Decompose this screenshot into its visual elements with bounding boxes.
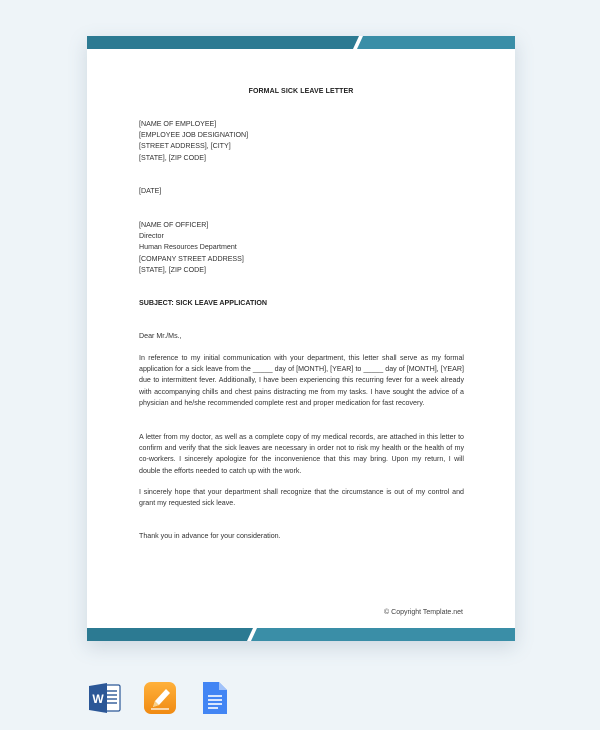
google-docs-icon[interactable]	[198, 681, 232, 715]
recipient-block	[139, 220, 464, 276]
body-paragraph-3: I sincerely hope that your department shall recognize that the circumstance is out of my control and grant my requested sick leave.	[139, 488, 464, 508]
salutation: Dear Mr./Ms.,	[139, 332, 182, 340]
letter-title: FORMAL SICK LEAVE LETTER	[248, 88, 354, 95]
copyright-text: © Copyright Template.net	[384, 609, 463, 616]
closing-line: Thank you in advance for your consideration.	[139, 532, 281, 540]
top-decorative-band	[87, 36, 515, 49]
recipient-line: [STATE], [ZIP CODE]	[139, 265, 207, 274]
date-line: [DATE]	[139, 187, 162, 195]
pages-icon[interactable]	[143, 681, 177, 715]
sender-line: [STATE], [ZIP CODE]	[139, 153, 207, 162]
recipient-line: Director	[139, 232, 164, 241]
subject-line: SUBJECT: SICK LEAVE APPLICATION	[139, 299, 267, 307]
recipient-line: [NAME OF OFFICER]	[139, 221, 209, 229]
sender-line: [STREET ADDRESS], [CITY]	[139, 142, 231, 151]
word-icon[interactable]	[88, 681, 122, 715]
bottom-decorative-band	[87, 628, 515, 641]
letter-preview	[87, 36, 515, 641]
body-paragraph-1: In reference to my initial communication with your department, this letter shall serve as my formal application for a sick leave from the _____ day of [MONTH], [YEAR] to _____ day of [MONTH], [YEAR] due to intermittent fever. Additionally, I have been experiencing this recurring fever for a week already with accompanying chills and chest pains distracting me from my tasks. I have sought the advice of a physician and he/she recommended complete rest and proper medication for fast recovery.	[139, 354, 464, 407]
sender-line: [NAME OF EMPLOYEE]	[139, 120, 217, 128]
sender-line: [EMPLOYEE JOB DESIGNATION]	[139, 131, 249, 140]
recipient-line: [COMPANY STREET ADDRESS]	[139, 254, 244, 263]
recipient-line: Human Resources Department	[139, 243, 237, 252]
body-paragraph-2: A letter from my doctor, as well as a complete copy of my medical records, are attached in this letter to confirm and verify that the sick leaves are necessary in order not to risk my health or the health of my co-workers. I sincerely apologize for the inconvenience that this may bring. Upon my return, I will double the efforts needed to catch up with the work.	[139, 433, 464, 475]
sender-block	[139, 119, 464, 164]
word-icon-letter: W	[92, 692, 104, 706]
